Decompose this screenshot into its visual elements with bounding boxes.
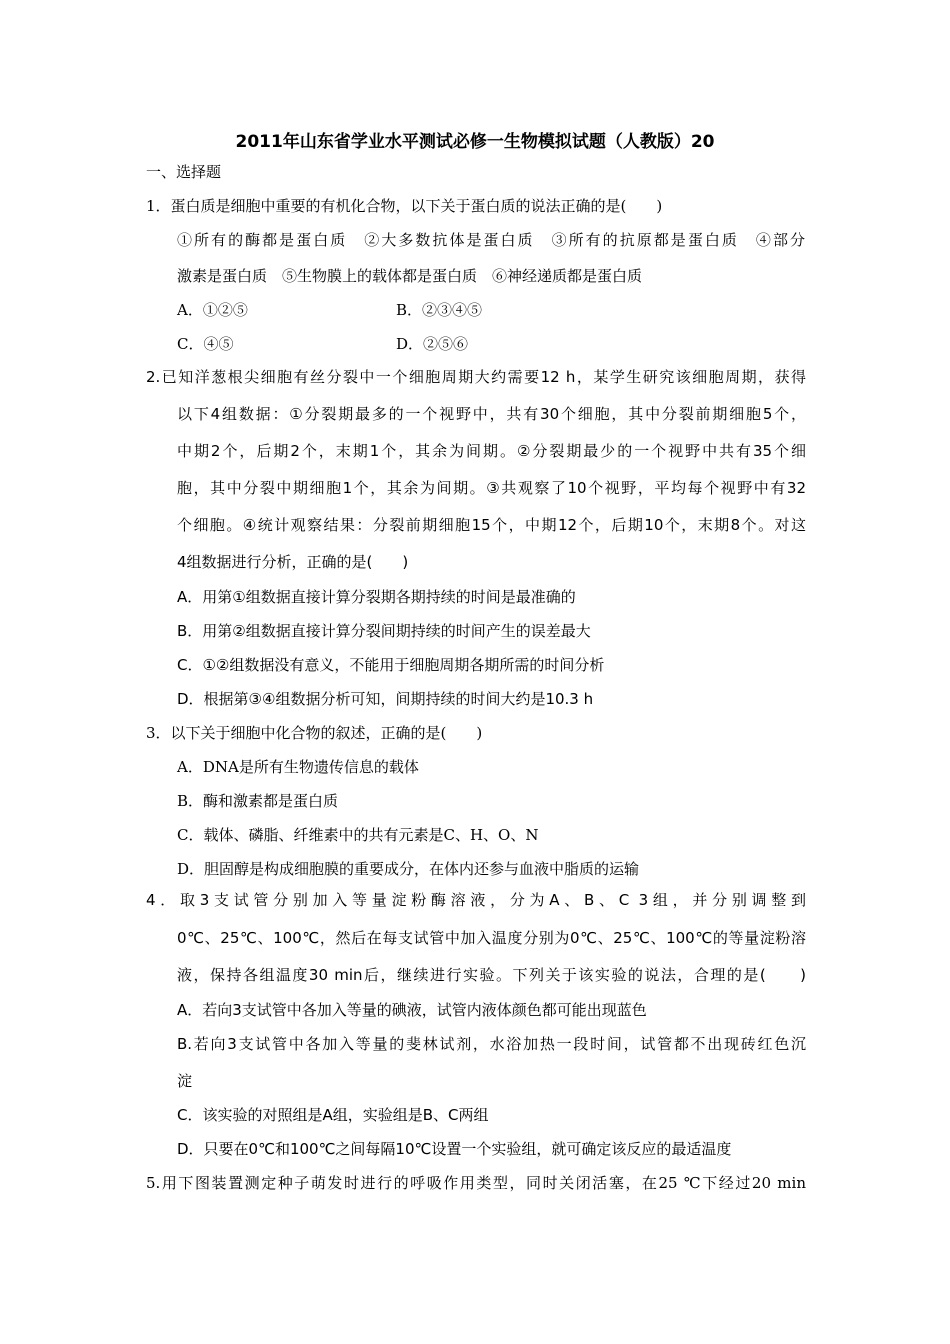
question-2-option-a: A．用第①组数据直接计算分裂期各期持续的时间是最准确的 [177, 588, 576, 606]
question-3-option-c: C．载体、磷脂、纤维素中的共有元素是C、H、O、N [177, 826, 539, 844]
question-4-line-1: 4．取3支试管分别加入等量淀粉酶溶液，分为A、B、C 3组，并分别调整到 [146, 891, 806, 909]
question-1-statements-cont: 激素是蛋白质 ⑤生物膜上的载体都是蛋白质 ⑥神经递质都是蛋白质 [177, 267, 643, 285]
question-4-option-c: C．该实验的对照组是A组，实验组是B、C两组 [177, 1106, 489, 1124]
question-4-option-b-cont: 淀 [177, 1072, 193, 1090]
question-2-line-4: 胞，其中分裂中期细胞1个，其余为间期。③共观察了10个视野，平均每个视野中有32 [177, 479, 806, 497]
question-4-option-b: B.若向3支试管中各加入等量的斐林试剂，水浴加热一段时间，试管都不出现砖红色沉 [177, 1035, 806, 1053]
question-3-option-d: D．胆固醇是构成细胞膜的重要成分，在体内还参与血液中脂质的运输 [177, 860, 640, 878]
question-2-option-d: D．根据第③④组数据分析可知，间期持续的时间大约是10.3 h [177, 690, 594, 708]
question-2-line-5: 个细胞。④统计观察结果：分裂前期细胞15个，中期12个，后期10个，末期8个。对这 [177, 516, 806, 534]
question-2-line-2: 以下4组数据：①分裂期最多的一个视野中，共有30个细胞，其中分裂前期细胞5个， [177, 405, 806, 423]
question-5-stem: 5.用下图装置测定种子萌发时进行的呼吸作用类型，同时关闭活塞，在25 ℃下经过20 min [146, 1174, 806, 1192]
question-1-stem: 1．蛋白质是细胞中重要的有机化合物，以下关于蛋白质的说法正确的是( ) [146, 197, 663, 215]
question-1-option-a: A．①②⑤ [177, 301, 248, 319]
page-title: 2011年山东省学业水平测试必修一生物模拟试题（人教版）20 [235, 132, 715, 152]
question-3-stem: 3．以下关于细胞中化合物的叙述，正确的是( ) [146, 724, 483, 742]
question-3-option-a: A．DNA是所有生物遗传信息的载体 [177, 758, 419, 776]
question-4-line-3: 液，保持各组温度30 min后，继续进行实验。下列关于该实验的说法，合理的是( ) [177, 966, 806, 984]
question-1-statements: ①所有的酶都是蛋白质 ②大多数抗体是蛋白质 ③所有的抗原都是蛋白质 ④部分 [177, 231, 805, 249]
section-heading: 一、选择题 [146, 163, 222, 181]
question-2-option-c: C．①②组数据没有意义，不能用于细胞周期各期所需的时间分析 [177, 656, 605, 674]
question-2-option-b: B．用第②组数据直接计算分裂间期持续的时间产生的误差最大 [177, 622, 591, 640]
question-2-line-3: 中期2个，后期2个，末期1个，其余为间期。②分裂期最少的一个视野中共有35个细 [177, 442, 806, 460]
question-2-line-6: 4组数据进行分析，正确的是( ) [177, 553, 409, 571]
question-4-option-a: A．若向3支试管中各加入等量的碘液，试管内液体颜色都可能出现蓝色 [177, 1001, 647, 1019]
question-3-option-b: B．酶和激素都是蛋白质 [177, 792, 339, 810]
question-4-line-2: 0℃、25℃、100℃，然后在每支试管中加入温度分别为0℃、25℃、100℃的等量淀粉溶 [177, 929, 806, 947]
question-2-line-1: 2.已知洋葱根尖细胞有丝分裂中一个细胞周期大约需要12 h，某学生研究该细胞周期，获得 [146, 368, 806, 386]
question-4-option-d: D．只要在0℃和100℃之间每隔10℃设置一个实验组，就可确定该反应的最适温度 [177, 1140, 732, 1158]
question-1-option-b: B．②③④⑤ [396, 301, 483, 319]
question-1-option-d: D．②⑤⑥ [396, 335, 469, 353]
question-1-option-c: C．④⑤ [177, 335, 234, 353]
